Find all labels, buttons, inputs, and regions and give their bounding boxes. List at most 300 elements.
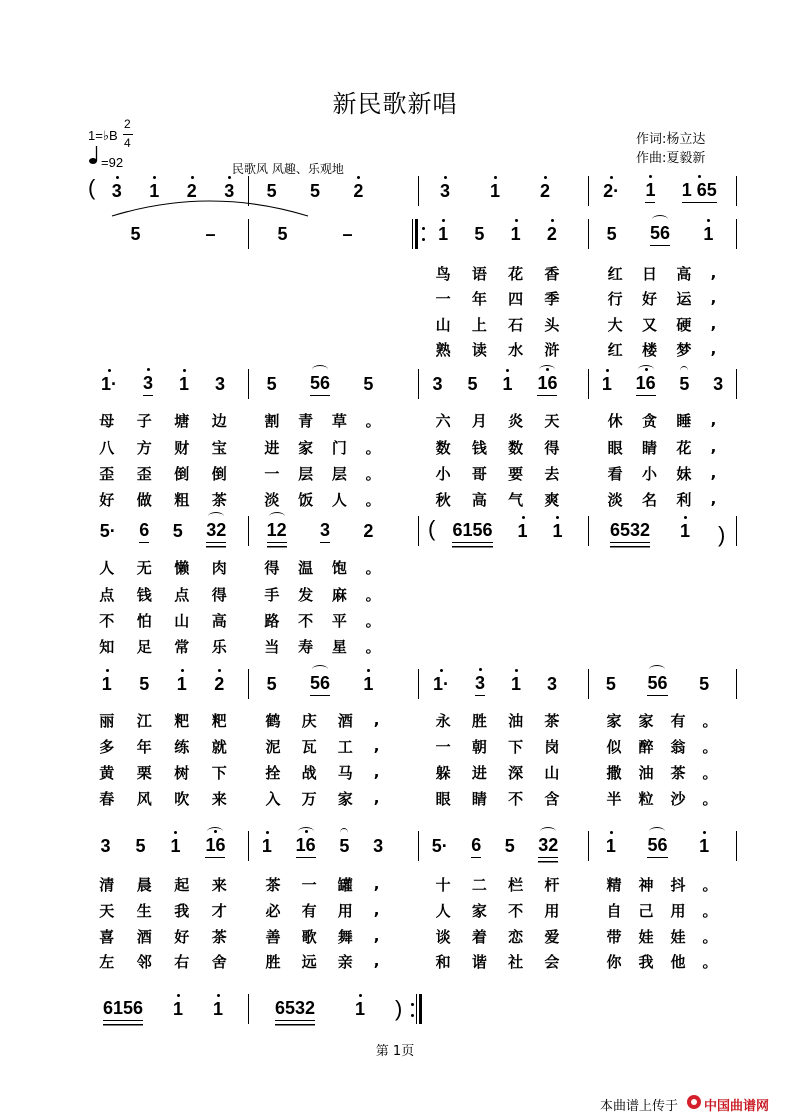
lyric-char: 财 (174, 438, 190, 457)
lyric-char: 不 (508, 789, 524, 808)
lyric-char: 。 (702, 763, 718, 782)
lyric-char: 好 (641, 289, 657, 308)
lyric-char: 不 (508, 901, 524, 920)
lyric-char: 。 (365, 637, 381, 656)
lyric-char: 割 (264, 411, 280, 430)
time-signature-top: 2 (124, 117, 131, 131)
lyric-char: 怕 (136, 611, 152, 630)
lyric-char: 数 (508, 438, 524, 457)
notation-row-1 (0, 178, 790, 204)
lyric-char: 一 (435, 289, 451, 308)
lyric-char: 岗 (544, 737, 560, 756)
lyric-char: 风 (136, 789, 152, 808)
note: 2 (363, 520, 374, 541)
lyric-char: 水 (508, 340, 524, 359)
style-note: 民歌风 风趣、乐观地 (232, 162, 344, 176)
lyric-char: 红 (607, 340, 623, 359)
note: 1 (355, 999, 365, 1020)
lyric-char: 当 (264, 637, 280, 656)
note: 3 (475, 673, 485, 696)
lyric-char: 一 (264, 464, 280, 483)
lyric-char: 。 (365, 558, 381, 577)
open-paren: ( (428, 516, 436, 541)
note: 1 (177, 674, 187, 695)
lyric-char: 睛 (471, 789, 487, 808)
lyric-char: 楼 (641, 340, 657, 359)
lyric-char: 红 (607, 264, 623, 283)
lyric-char: , (373, 952, 380, 970)
note: 1 (170, 836, 180, 857)
lyric-char: 无 (136, 558, 152, 577)
lyric-char: 我 (638, 952, 654, 971)
lyric-char: 江 (136, 711, 152, 730)
lyric-char: 边 (211, 411, 227, 430)
lyrics-5-2 (0, 900, 790, 920)
measure (250, 178, 380, 204)
lyric-char: 利 (676, 490, 692, 509)
lyrics-4-1 (0, 710, 790, 730)
lyric-char: 发 (298, 585, 314, 604)
note: 1 (699, 836, 709, 857)
lyric-char: 必 (265, 901, 281, 920)
lyric-char: 茶 (265, 875, 281, 894)
lyric-char: 睛 (641, 438, 657, 457)
note: 16 (205, 835, 225, 858)
lyric-char: 拴 (265, 763, 281, 782)
lyric-char: 浒 (544, 340, 560, 359)
lyric-char: 不 (298, 611, 314, 630)
lyric-char: , (373, 737, 380, 755)
lyric-char: , (373, 927, 380, 945)
note: 5 (266, 673, 277, 694)
page-title: 新民歌新唱 (332, 90, 458, 118)
note: 5 (606, 223, 617, 244)
note: 6156 (103, 998, 143, 1021)
note: 1 (645, 180, 655, 203)
note: 2 (187, 181, 197, 202)
lyric-char: 梦 (676, 340, 692, 359)
lyrics-3-3 (0, 610, 790, 630)
lyric-char: 炎 (508, 411, 524, 430)
lyric-char: 。 (365, 585, 381, 604)
lyric-char: 星 (331, 637, 347, 656)
lyric-char: 。 (365, 411, 381, 430)
lyrics-5-3 (0, 926, 790, 946)
note: 32 (538, 835, 558, 858)
lyric-char: 酒 (136, 927, 152, 946)
notation-row-3 (0, 518, 790, 544)
note: 1 (511, 674, 521, 695)
lyric-char: 你 (606, 952, 622, 971)
note: 5 (309, 180, 320, 201)
lyric-char: 做 (136, 490, 152, 509)
lyric-char: 家 (298, 438, 314, 457)
lyric-char: 练 (174, 737, 190, 756)
note: 1 (703, 224, 713, 245)
lyrics-intro-3 (0, 314, 790, 334)
lyric-char: 数 (435, 438, 451, 457)
lyric-char: 大 (607, 315, 623, 334)
lyric-char: 休 (607, 411, 623, 430)
measure (250, 221, 380, 247)
lyric-char: 歪 (136, 464, 152, 483)
note: 6156 (452, 520, 492, 543)
lyric-char: 和 (435, 952, 451, 971)
lyric-char: 瓦 (301, 737, 317, 756)
lyric-char: 用 (544, 901, 560, 920)
lyrics-2-1 (0, 410, 790, 430)
lyric-char: 油 (508, 711, 524, 730)
lyric-char: 茶 (211, 927, 227, 946)
note: 5 (139, 673, 150, 694)
open-paren: ( (88, 175, 96, 200)
lyric-char: 醉 (638, 737, 654, 756)
lyric-char: 看 (607, 464, 623, 483)
lyric-char: 沙 (670, 789, 686, 808)
note: 5· (99, 520, 116, 541)
note: 56 (310, 673, 330, 696)
note: 5 (474, 223, 485, 244)
lyric-char: 生 (136, 901, 152, 920)
lyric-char: 层 (298, 464, 314, 483)
lyric-char: 层 (331, 464, 347, 483)
note: 1 (490, 181, 500, 202)
lyrics-2-2 (0, 437, 790, 457)
lyric-char: 小 (435, 464, 451, 483)
lyric-char: 躲 (435, 763, 451, 782)
lyric-char: 爱 (544, 927, 560, 946)
lyric-char: 神 (638, 875, 654, 894)
lyric-char: 方 (136, 438, 152, 457)
lyric-char: 晨 (136, 875, 152, 894)
lyric-char: 黄 (99, 763, 115, 782)
note: 3 (100, 835, 111, 856)
lyric-char: 喜 (99, 927, 115, 946)
note: 56 (650, 223, 670, 246)
lyric-char: 高 (471, 490, 487, 509)
lyric-char: , (710, 411, 717, 429)
lyric-char: 石 (508, 315, 524, 334)
lyric-char: 社 (508, 952, 524, 971)
lyric-char: 胜 (265, 952, 281, 971)
lyric-char: 谈 (435, 927, 451, 946)
lyric-char: 下 (211, 763, 227, 782)
lyric-char: 马 (337, 763, 353, 782)
note: 6 (471, 835, 481, 858)
lyrics-4-2 (0, 736, 790, 756)
lyric-char: 朝 (471, 737, 487, 756)
lyric-char: , (710, 289, 717, 307)
lyric-char: 右 (174, 952, 190, 971)
measure (420, 178, 570, 204)
lyric-char: 翁 (670, 737, 686, 756)
lyric-char: 天 (99, 901, 115, 920)
lyric-char: 名 (641, 490, 657, 509)
lyric-char: 知 (99, 637, 115, 656)
lyric-char: 会 (544, 952, 560, 971)
lyric-char: 高 (676, 264, 692, 283)
lyric-char: 鹤 (265, 711, 281, 730)
lyrics-3-1 (0, 557, 790, 577)
lyric-char: 又 (641, 315, 657, 334)
lyric-char: 恋 (508, 927, 524, 946)
tempo-mark: =92 (101, 155, 124, 170)
note: 5 (467, 373, 478, 394)
lyric-char: 茶 (544, 711, 560, 730)
lyric-char: 行 (607, 289, 623, 308)
close-paren: ) (395, 996, 403, 1021)
lyric-char: , (710, 490, 717, 508)
lyric-char: 谐 (471, 952, 487, 971)
key-signature: 1=♭B (88, 128, 118, 143)
lyric-char: 点 (174, 585, 190, 604)
lyric-char: 宝 (211, 438, 227, 457)
lyric-char: 粑 (174, 711, 190, 730)
lyric-char: 战 (301, 763, 317, 782)
note: 5 (172, 520, 183, 541)
lyric-char: 子 (136, 411, 152, 430)
lyric-char: 用 (337, 901, 353, 920)
lyric-char: 香 (544, 264, 560, 283)
lyric-char: 家 (337, 789, 353, 808)
note: 3 (214, 373, 225, 394)
note: 1· (433, 674, 449, 695)
lyric-char: 油 (638, 763, 654, 782)
lyric-char: 来 (211, 875, 227, 894)
note: 2 (214, 674, 224, 695)
lyric-char: 眼 (435, 789, 451, 808)
lyric-char: 。 (702, 901, 718, 920)
lyric-char: 粑 (211, 711, 227, 730)
lyric-char: , (373, 763, 380, 781)
lyric-char: 带 (606, 927, 622, 946)
note: 1 (173, 999, 183, 1020)
lyric-char: 有 (670, 711, 686, 730)
lyric-char: 泥 (265, 737, 281, 756)
lyric-char: 起 (174, 875, 190, 894)
lyric-char: 着 (471, 927, 487, 946)
lyrics-intro-2 (0, 288, 790, 308)
lyric-char: 寿 (298, 637, 314, 656)
note: – (342, 223, 353, 244)
lyric-char: 二 (471, 875, 487, 894)
note: 32 (206, 520, 226, 543)
note: 6532 (275, 998, 315, 1021)
lyric-char: 栗 (136, 763, 152, 782)
lyric-char: 左 (99, 952, 115, 971)
note: 3 (713, 373, 724, 394)
lyrics-2-4 (0, 489, 790, 509)
lyric-char: 人 (435, 901, 451, 920)
note: 1 (502, 374, 512, 395)
lyric-char: 贪 (641, 411, 657, 430)
lyric-char: 。 (365, 611, 381, 630)
lyric-char: 高 (211, 611, 227, 630)
lyric-char: 罐 (337, 875, 353, 894)
lyric-char: 路 (264, 611, 280, 630)
lyric-char: 得 (264, 558, 280, 577)
lyric-char: 月 (471, 411, 487, 430)
lyric-char: 语 (471, 264, 487, 283)
lyric-char: 足 (136, 637, 152, 656)
lyric-char: 娃 (638, 927, 654, 946)
lyrics-4-4 (0, 788, 790, 808)
note: 2 (547, 224, 557, 245)
lyric-char: 眼 (607, 438, 623, 457)
note: 1 (552, 521, 562, 542)
lyric-char: 淡 (607, 490, 623, 509)
lyric-char: 精 (606, 875, 622, 894)
lyric-char: 读 (471, 340, 487, 359)
site-name: 中国曲谱网 (704, 1099, 770, 1114)
note: 56 (647, 673, 667, 696)
lyric-char: 熟 (435, 340, 451, 359)
note: 5 (135, 835, 146, 856)
lyric-char: 家 (471, 901, 487, 920)
lyric-char: 。 (702, 927, 718, 946)
lyrics-3-4 (0, 636, 790, 656)
lyric-char: 好 (174, 927, 190, 946)
lyric-char: 含 (544, 789, 560, 808)
lyric-char: 歪 (99, 464, 115, 483)
lyric-char: 善 (265, 927, 281, 946)
lyric-char: 进 (264, 438, 280, 457)
lyric-char: 年 (471, 289, 487, 308)
note: 5 (266, 180, 277, 201)
lyric-char: 鸟 (435, 264, 451, 283)
lyric-char: 。 (365, 490, 381, 509)
measure (590, 221, 730, 247)
lyric-char: 深 (508, 763, 524, 782)
page-number: 第 1页 (375, 1044, 415, 1059)
site-logo-icon (686, 1094, 702, 1110)
lyric-char: 家 (606, 711, 622, 730)
lyric-char: 清 (99, 875, 115, 894)
lyric-char: 乐 (211, 637, 227, 656)
lyric-char: 才 (211, 901, 227, 920)
lyric-char: 多 (99, 737, 115, 756)
lyric-char: 栏 (508, 875, 524, 894)
lyric-char: 妹 (676, 464, 692, 483)
lyric-char: 四 (508, 289, 524, 308)
note: 1 (518, 521, 528, 542)
lyric-char: 八 (99, 438, 115, 457)
note: 3 (143, 373, 153, 396)
lyric-char: 。 (365, 438, 381, 457)
measure (98, 178, 248, 204)
lyricist: 作词:杨立达 (636, 132, 706, 147)
note: 6 (139, 520, 149, 543)
note: – (205, 223, 216, 244)
lyric-char: 来 (211, 789, 227, 808)
note: 1 (602, 374, 612, 395)
notation-row-5 (0, 833, 790, 859)
lyric-char: 睡 (676, 411, 692, 430)
lyric-char: 庆 (301, 711, 317, 730)
lyric-char: 茶 (211, 490, 227, 509)
lyric-char: 。 (702, 952, 718, 971)
note: 1 (511, 224, 521, 245)
note: 1 65 (682, 180, 717, 203)
measure (98, 221, 248, 247)
lyric-char: 温 (298, 558, 314, 577)
lyric-char: 点 (99, 585, 115, 604)
lyric-char: 远 (301, 952, 317, 971)
lyric-char: 自 (606, 901, 622, 920)
lyric-char: 门 (331, 438, 347, 457)
lyric-char: 倒 (211, 464, 227, 483)
upload-note: 本曲谱上传于 (600, 1099, 679, 1114)
lyric-char: 一 (301, 875, 317, 894)
lyric-char: 倒 (174, 464, 190, 483)
lyric-char: 硬 (676, 315, 692, 334)
note: 3 (432, 373, 443, 394)
note: 5 (363, 373, 374, 394)
lyric-char: 似 (606, 737, 622, 756)
lyrics-3-2 (0, 584, 790, 604)
lyric-char: , (710, 464, 717, 482)
lyric-char: 家 (638, 711, 654, 730)
lyric-char: , (373, 901, 380, 919)
lyric-char: 饱 (331, 558, 347, 577)
lyric-char: 舞 (337, 927, 353, 946)
lyric-char: 钱 (471, 438, 487, 457)
note: 12 (267, 520, 287, 543)
note: 16 (636, 373, 656, 396)
lyric-char: 永 (435, 711, 451, 730)
lyric-char: 一 (435, 737, 451, 756)
lyric-char: 酒 (337, 711, 353, 730)
lyric-char: 吹 (174, 789, 190, 808)
lyric-char: 娃 (670, 927, 686, 946)
lyric-char: 要 (508, 464, 524, 483)
lyric-char: , (373, 875, 380, 893)
lyric-char: 粗 (174, 490, 190, 509)
lyric-char: 己 (638, 901, 654, 920)
lyric-char: 山 (435, 315, 451, 334)
note: 1 (179, 374, 189, 395)
lyric-char: 春 (99, 789, 115, 808)
lyric-char: 就 (211, 737, 227, 756)
lyric-char: 得 (544, 438, 560, 457)
note: 5· (431, 835, 448, 856)
lyric-char: 钱 (136, 585, 152, 604)
lyric-char: 他 (670, 952, 686, 971)
lyric-char: , (373, 789, 380, 807)
lyric-char: 进 (471, 763, 487, 782)
note: 3 (320, 520, 330, 543)
lyric-char: 得 (211, 585, 227, 604)
note: 2· (603, 181, 619, 202)
lyric-char: 。 (702, 789, 718, 808)
lyric-char: 丽 (99, 711, 115, 730)
note: 56 (647, 835, 667, 858)
note: 1 (102, 674, 112, 695)
lyric-char: 日 (641, 264, 657, 283)
note: 3 (112, 181, 122, 202)
lyric-char: 头 (544, 315, 560, 334)
quarter-note-icon (88, 144, 102, 166)
lyric-char: 饭 (298, 490, 314, 509)
lyric-char: 运 (676, 289, 692, 308)
lyric-char: 平 (331, 611, 347, 630)
note: 5 (277, 223, 288, 244)
lyric-char: 舍 (211, 952, 227, 971)
lyric-char: 季 (544, 289, 560, 308)
note: 3 (373, 835, 384, 856)
lyric-char: 有 (301, 901, 317, 920)
lyric-char: 邻 (136, 952, 152, 971)
